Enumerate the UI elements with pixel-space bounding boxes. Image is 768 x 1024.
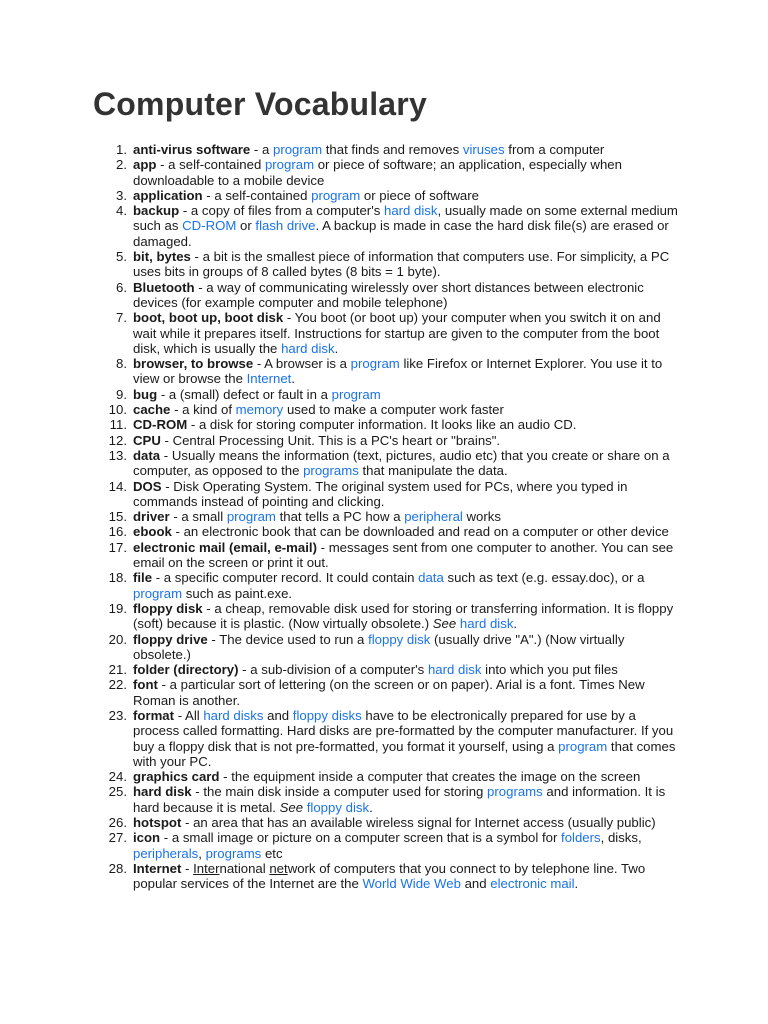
term: application	[133, 187, 203, 203]
item-text	[133, 280, 678, 311]
text-span: - a copy of files from a computer's	[179, 203, 384, 219]
text-span: .	[513, 616, 518, 632]
text-span: works	[462, 509, 501, 525]
text-span: that manipulate the data.	[358, 463, 508, 479]
text-span: - a particular sort of lettering (on the screen or on paper). Arial is a font. Times New Roman is another.	[133, 677, 645, 708]
item-text	[133, 417, 678, 432]
list-item	[100, 188, 678, 203]
list-item	[100, 157, 678, 188]
list-item	[100, 479, 678, 510]
item-number: 16.	[108, 524, 127, 540]
list-item	[100, 417, 678, 432]
list-item	[100, 448, 678, 479]
text-span: - a self-contained	[156, 157, 265, 173]
list-item	[100, 142, 678, 157]
item-number: 22.	[108, 677, 127, 693]
glossary-link[interactable]: folders	[561, 830, 601, 846]
term: electronic mail (email, e-mail)	[133, 539, 317, 555]
text-span: ,	[198, 845, 206, 861]
list-item	[100, 509, 678, 524]
term: format	[133, 707, 175, 723]
text-span: from a computer	[504, 142, 605, 157]
text-span: into which you put files	[481, 662, 618, 678]
item-text	[133, 310, 678, 356]
list-item	[100, 387, 678, 402]
list-item	[100, 402, 678, 417]
text-span: and	[460, 876, 491, 892]
item-text	[133, 356, 678, 387]
glossary-link[interactable]: peripherals	[133, 845, 199, 861]
item-number: 3.	[116, 187, 127, 203]
glossary-link[interactable]: programs	[303, 463, 359, 479]
item-number: 14.	[108, 478, 127, 494]
term: anti-virus software	[133, 142, 251, 157]
item-number: 25.	[108, 784, 127, 800]
item-number: 17.	[108, 539, 127, 555]
item-number: 6.	[116, 279, 127, 295]
text-span: .	[291, 371, 296, 387]
term: floppy disk	[133, 600, 203, 616]
item-number: 26.	[108, 815, 127, 831]
text-span: - a (small) defect or fault in a	[157, 386, 332, 402]
term: Bluetooth	[133, 279, 195, 295]
text-span: - The device used to run a	[207, 631, 369, 647]
list-item	[100, 570, 678, 601]
item-text	[133, 203, 678, 249]
text-span: . A backup is made in case the hard disk file(s) are erased or damaged.	[133, 218, 669, 249]
list-item	[100, 433, 678, 448]
glossary-link[interactable]: program	[331, 386, 381, 402]
term: cache	[133, 402, 171, 418]
text-span: - a kind of	[170, 402, 236, 418]
text-span: such as text (e.g. essay.doc), or a	[443, 570, 645, 586]
text-span: (usually drive "A".) (Now virtually obsolete.)	[133, 631, 625, 662]
term: hard disk	[133, 784, 192, 800]
term: backup	[133, 203, 180, 219]
list-item	[100, 280, 678, 311]
item-text	[133, 433, 678, 448]
item-number: 24.	[108, 769, 127, 785]
item-number: 7.	[116, 310, 127, 326]
item-text	[133, 708, 678, 769]
glossary-link[interactable]: program	[272, 142, 323, 157]
list-item	[100, 784, 678, 815]
text-span: - a way of communicating wirelessly over short distances between electronic devices (for example computer and mobile telephone)	[133, 279, 644, 310]
item-number: 27.	[108, 830, 127, 846]
term: DOS	[133, 478, 162, 494]
term: hotspot	[133, 815, 182, 831]
text-span: - Disk Operating System. The original system used for PCs, where you typed in commands instead of pointing and clicking.	[133, 478, 628, 509]
item-text	[133, 387, 678, 402]
text-span: such as paint.exe.	[182, 585, 293, 601]
term: floppy drive	[133, 631, 208, 647]
term: Internet	[133, 860, 182, 876]
item-text	[133, 448, 678, 479]
glossary-link[interactable]: memory	[235, 402, 284, 418]
list-item	[100, 632, 678, 663]
item-number: 4.	[116, 203, 127, 219]
list-item	[100, 677, 678, 708]
term: app	[133, 157, 157, 173]
item-text	[133, 830, 678, 861]
glossary-link[interactable]: CD-ROM	[182, 218, 237, 234]
term: driver	[133, 509, 170, 525]
text-span: - a bit is the smallest piece of information that computers use. For simplicity, a PC uses bits in groups of 8 called bytes (8 bits = 1 byte).	[133, 249, 670, 280]
glossary-link[interactable]: program	[558, 738, 608, 754]
underlined-text: Inter	[193, 860, 220, 876]
term: boot, boot up, boot disk	[133, 310, 284, 326]
item-number: 21.	[108, 662, 127, 678]
text-span: and information. It is hard because it is metal.	[133, 784, 666, 815]
text-span: that comes with your PC.	[133, 738, 676, 769]
glossary-link[interactable]: floppy disk	[368, 631, 431, 647]
list-item	[100, 249, 678, 280]
text-span: - Central Processing Unit. This is a PC's heart or "brains".	[160, 432, 501, 448]
glossary-link[interactable]: World Wide Web	[362, 876, 461, 892]
item-number: 12.	[108, 432, 127, 448]
text-span: - You boot (or boot up) your computer when you switch it on and wait while it prepares itself. Instructions for startup are given to the computer from the boot disk, which is usually the	[133, 310, 661, 356]
list-item	[100, 662, 678, 677]
item-text	[133, 479, 678, 510]
glossary-link[interactable]: viruses	[462, 142, 505, 157]
glossary-link[interactable]: hard disk	[459, 616, 514, 632]
glossary-link[interactable]: electronic mail	[490, 876, 575, 892]
text-span: - messages sent from one computer to another. You can see email on the screen or print it out.	[133, 539, 674, 571]
text-span: and	[263, 707, 293, 723]
item-number: 13.	[108, 447, 127, 463]
list-item	[100, 540, 678, 571]
text-span: or	[236, 218, 256, 234]
item-number: 9.	[116, 386, 127, 402]
term: folder (directory)	[133, 662, 239, 678]
item-number: 28.	[108, 860, 127, 876]
item-number: 11.	[109, 417, 127, 433]
glossary-link[interactable]: floppy disk	[306, 799, 370, 815]
term: data	[133, 447, 161, 463]
term: file	[133, 570, 153, 586]
term: CPU	[133, 432, 161, 448]
item-number: 20.	[108, 631, 127, 647]
list-item	[100, 708, 678, 769]
list-item	[100, 815, 678, 830]
text-span: -	[181, 860, 194, 876]
text-span: used to make a computer work faster	[283, 402, 504, 418]
item-number: 8.	[116, 356, 127, 372]
term: CD-ROM	[133, 417, 188, 433]
item-text	[133, 524, 678, 539]
list-item	[100, 830, 678, 861]
term: font	[133, 677, 158, 693]
term: graphics card	[133, 769, 220, 785]
item-number: 15.	[108, 509, 127, 525]
item-text	[133, 769, 678, 784]
item-text	[133, 570, 678, 601]
text-span: - an electronic book that can be downloaded and read on a computer or other device	[171, 524, 669, 540]
text-span: that tells a PC how a	[275, 509, 405, 525]
text-span: - a cheap, removable disk used for storing or transferring information. It is floppy (soft) because it is plastic. (Now virtually obsolete.)	[133, 600, 674, 632]
text-span: - a specific computer record. It could contain	[152, 570, 419, 586]
text-span: - a small image or picture on a computer screen that is a symbol for	[160, 830, 562, 846]
glossary-link[interactable]: hard disk	[281, 340, 335, 356]
term: bit, bytes	[133, 249, 191, 265]
glossary-link[interactable]: program	[311, 187, 361, 203]
list-item	[100, 861, 678, 892]
item-text	[133, 249, 678, 280]
term: browser, to browse	[133, 356, 254, 372]
glossary-link[interactable]: hard disks	[203, 707, 264, 723]
list-item	[100, 524, 678, 539]
glossary-link[interactable]: program	[350, 356, 400, 372]
text-span: - Usually means the information (text, pictures, audio etc) that you create or share on a computer, as opposed to the	[133, 447, 670, 479]
term: icon	[133, 830, 161, 846]
item-number: 23.	[108, 707, 127, 723]
glossary-link[interactable]: hard disk	[383, 203, 438, 219]
text-span: .	[334, 340, 339, 356]
item-number: 1.	[116, 142, 127, 157]
text-span: like Firefox or Internet Explorer. You use it to view or browse the	[133, 356, 663, 387]
glossary-link[interactable]: Internet	[246, 371, 292, 387]
text-span: - a sub-division of a computer's	[238, 662, 428, 678]
glossary-link[interactable]: hard disk	[427, 662, 482, 678]
item-text	[133, 632, 678, 663]
item-number: 10.	[108, 402, 127, 418]
glossary-link[interactable]: data	[418, 570, 444, 586]
text-span: - the main disk inside a computer used for storing	[191, 784, 488, 800]
glossary-link[interactable]: floppy disks	[292, 707, 362, 723]
term: bug	[133, 386, 158, 402]
glossary-link[interactable]: program	[226, 509, 276, 525]
item-text	[133, 540, 678, 571]
text-span: - a	[250, 142, 273, 157]
list-item	[100, 356, 678, 387]
text-span: , usually made on some external medium such as	[133, 203, 678, 234]
list-item	[100, 769, 678, 784]
glossary-link[interactable]: flash drive	[255, 218, 316, 234]
glossary-link[interactable]: peripheral	[404, 509, 463, 525]
item-text	[133, 157, 678, 188]
term: ebook	[133, 524, 172, 540]
page-title: Computer Vocabulary	[93, 86, 427, 122]
glossary-link[interactable]: programs	[205, 845, 262, 861]
item-number: 5.	[116, 249, 127, 265]
text-span: national	[219, 860, 270, 876]
item-text	[133, 677, 678, 708]
text-span: - an area that has an available wireless signal for Internet access (usually public)	[181, 815, 656, 831]
text-span: - a self-contained	[202, 187, 312, 203]
text-span: work of computers that you connect to by telephone line. Two popular services of the Internet are the	[133, 860, 646, 892]
glossary-link[interactable]: program	[264, 157, 315, 173]
list-item	[100, 601, 678, 632]
emphasis-text: See	[279, 799, 304, 815]
underlined-text: net	[269, 860, 288, 876]
text-span: , disks,	[600, 830, 642, 846]
emphasis-text: See	[432, 616, 457, 632]
list-item	[100, 203, 678, 249]
vocabulary-list	[100, 142, 678, 892]
text-span: or piece of software; an application, especially when downloadable to a mobile device	[133, 157, 622, 188]
item-text	[133, 402, 678, 417]
item-number: 2.	[116, 157, 127, 173]
text-span: etc	[261, 845, 283, 861]
text-span: or piece of software	[360, 187, 479, 203]
text-span: .	[369, 799, 373, 815]
text-span: have to be electronically prepared for use by a process called formatting. Hard disks are pre-formatted by the computer manufacturer. If you buy a floppy disk that is not pre-formatted, you format it yourself, using a	[133, 707, 674, 754]
item-number: 19.	[108, 600, 127, 616]
item-text	[133, 662, 678, 677]
list-item	[100, 310, 678, 356]
item-number: 18.	[108, 570, 127, 586]
item-text	[133, 815, 678, 830]
text-span: .	[574, 876, 579, 892]
text-span: - a disk for storing computer information. It looks like an audio CD.	[187, 417, 577, 433]
item-text	[133, 188, 678, 203]
text-span: - the equipment inside a computer that creates the image on the screen	[219, 769, 641, 785]
glossary-link[interactable]: programs	[487, 784, 543, 800]
text-span: - All	[174, 707, 204, 723]
item-text	[133, 784, 678, 815]
item-text	[133, 861, 678, 892]
item-text	[133, 601, 678, 632]
glossary-link[interactable]: program	[133, 585, 183, 601]
item-text	[133, 509, 678, 524]
text-span: that finds and removes	[322, 142, 463, 157]
text-span: - a small	[169, 509, 227, 525]
text-span: - A browser is a	[253, 356, 351, 372]
item-text	[133, 142, 678, 157]
